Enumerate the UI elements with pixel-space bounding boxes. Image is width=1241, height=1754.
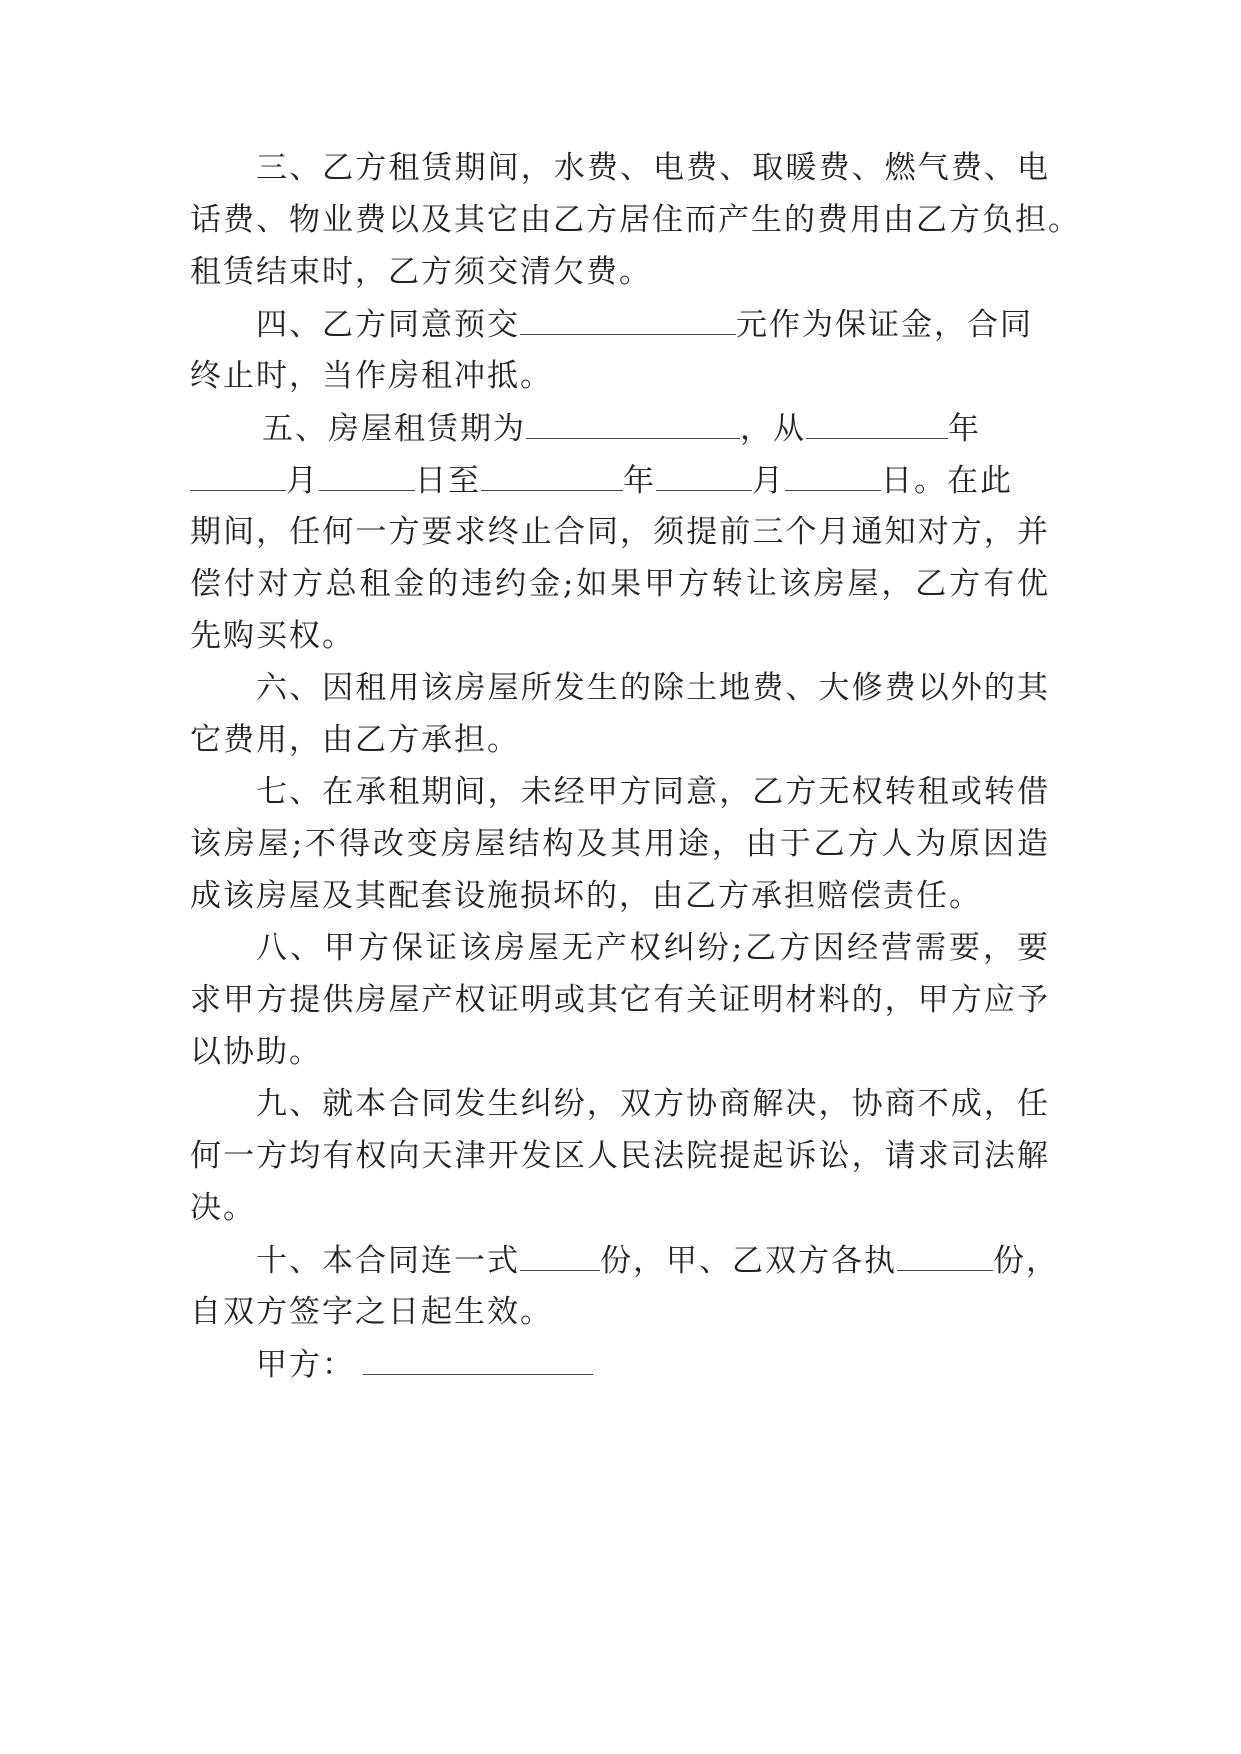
clause-7-line-3: 成该房屋及其配套设施损坏的，由乙方承担赔偿责任。 [190,878,982,914]
end-year-blank [481,460,623,491]
start-day-blank [319,460,415,491]
clause-9-line-1: 九、就本合同发生纠纷，双方协商解决，协商不成，任 [256,1086,1050,1122]
clause-4-line-1 [256,304,1050,344]
clause-4-line-2: 终止时，当作房租冲抵。 [190,358,553,394]
clause-5-text-c: 年 [948,411,981,447]
clause-8-line-3: 以协助。 [190,1034,322,1070]
clause-7-line-2: 该房屋;不得改变房屋结构及其用途，由于乙方人为原因造 [190,826,1050,862]
clause-6-line-2: 它费用，由乙方承担。 [190,722,520,758]
clause-5-line-3: 期间，任何一方要求终止合同，须提前三个月通知对方，并 [190,514,1050,550]
end-day-blank [785,460,881,491]
clause-3-line-2: 话费、物业费以及其它由乙方居住而产生的费用由乙方负担。 [190,202,1081,238]
start-year-blank [806,408,948,439]
lease-term-blank [526,408,740,439]
party-a-label: 甲方： [256,1347,355,1383]
clause-10-line-1 [256,1240,1059,1280]
clause-8-line-1: 八、甲方保证该房屋无产权纠纷;乙方因经营需要，要 [256,930,1050,966]
copies-each-blank [897,1240,993,1271]
clause-5-day-label: 日。在此 [881,463,1013,499]
clause-10-text-c: 份， [993,1243,1059,1279]
clause-9-line-3: 决。 [190,1190,256,1226]
clause-5-month2-label: 月 [752,463,785,499]
copies-total-blank [520,1240,600,1271]
clause-5-line-4: 偿付对方总租金的违约金;如果甲方转让该房屋，乙方有优 [190,566,1050,602]
clause-10-line-2: 自双方签字之日起生效。 [190,1294,553,1330]
clause-5-month-label: 月 [286,463,319,499]
clause-5-year-label: 年 [623,463,656,499]
clause-5-line-1 [262,408,1050,448]
clause-9-line-2: 何一方均有权向天津开发区人民法院提起诉讼，请求司法解 [190,1138,1050,1174]
clause-5-line-2 [190,460,1050,500]
clause-5-to-label: 日至 [415,463,481,499]
clause-7-line-1: 七、在承租期间，未经甲方同意，乙方无权转租或转借 [256,774,1050,810]
clause-5-text-a: 五、房屋租赁期为 [262,411,526,447]
party-a-signature-blank [363,1344,593,1375]
clause-4-text-b: 元作为保证金，合同 [736,307,1033,343]
deposit-amount-blank [520,304,736,335]
clause-3-line-1: 三、乙方租赁期间，水费、电费、取暖费、燃气费、电 [256,150,1050,186]
clause-5-text-b: ，从 [740,411,806,447]
clause-3-line-3: 租赁结束时，乙方须交清欠费。 [190,254,652,290]
clause-10-text-a: 十、本合同连一式 [256,1243,520,1279]
end-month-blank [656,460,752,491]
clause-10-text-b: 份，甲、乙双方各执 [600,1243,897,1279]
start-month-blank [190,460,286,491]
party-a-signature-line [256,1344,1050,1384]
clause-8-line-2: 求甲方提供房屋产权证明或其它有关证明材料的，甲方应予 [190,982,1050,1018]
clause-4-text-a: 四、乙方同意预交 [256,307,520,343]
clause-6-line-1: 六、因租用该房屋所发生的除土地费、大修费以外的其 [256,670,1050,706]
clause-5-line-5: 先购买权。 [190,618,355,654]
